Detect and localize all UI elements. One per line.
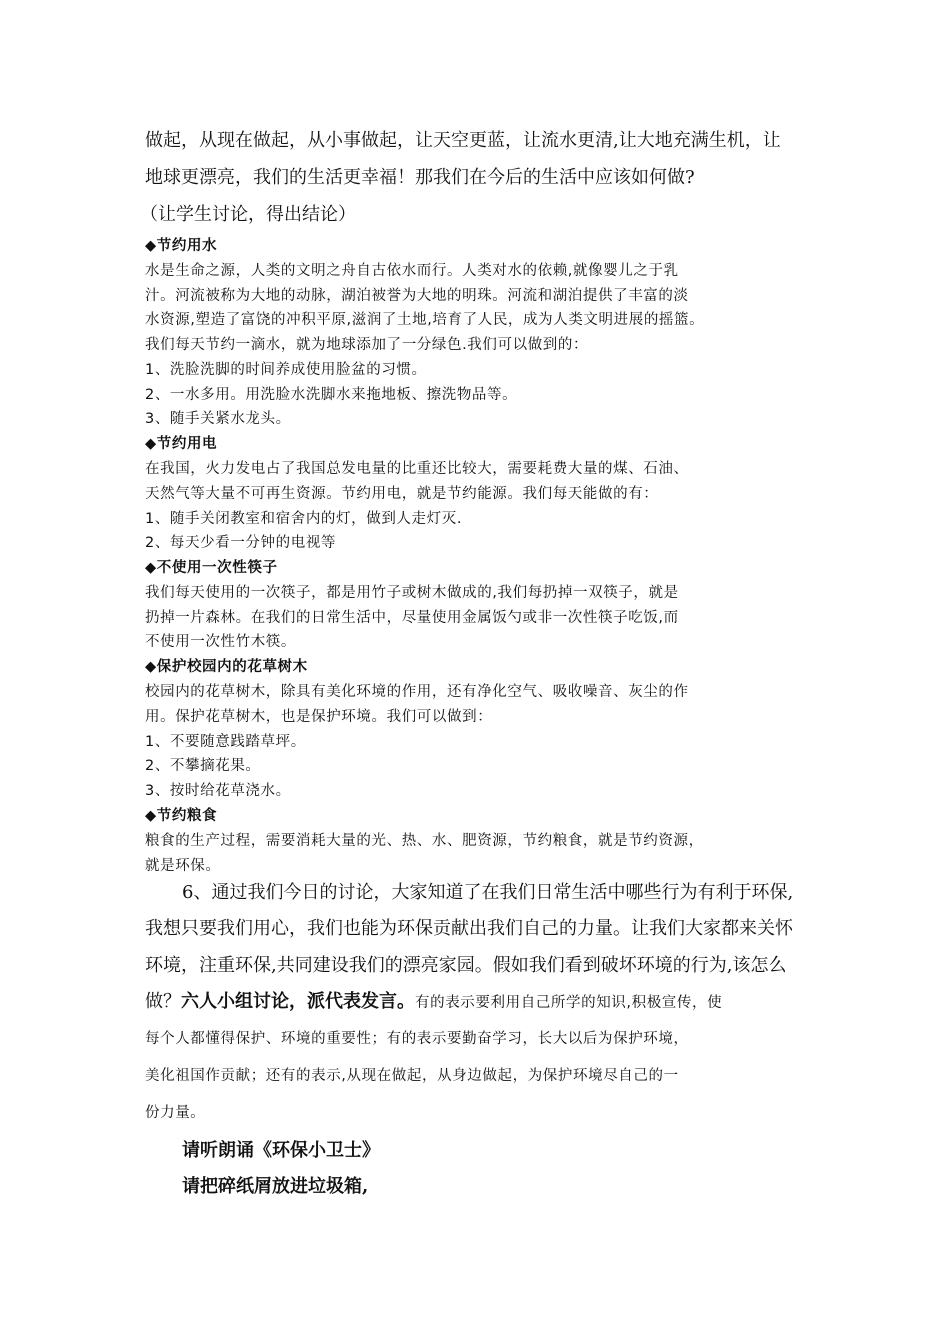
paragraph-line: 环境，注重环保,共同建设我们的漂亮家园。假如我们看到破坏环境的行为,该怎么: [145, 955, 787, 976]
recitation-line: 请把碎纸屑放进垃圾箱,: [182, 1176, 369, 1197]
emphasis-text: 六人小组讨论，派代表发言。: [181, 991, 415, 1012]
paragraph-line: 份力量。: [145, 1105, 206, 1121]
paragraph-line: 水是生命之源，人类的文明之舟自古依水而行。人类对水的依赖,就像婴儿之于乳: [145, 263, 679, 279]
section-heading: ◆节约用电: [145, 436, 218, 452]
paragraph-line: （让学生讨论，得出结论）: [140, 204, 356, 225]
recitation-title: 请听朗诵《环保小卫士》: [182, 1140, 380, 1161]
paragraph-text: 有的表示要利用自己所学的知识,积极宣传，使: [415, 995, 723, 1011]
question-text: 做？: [145, 991, 181, 1012]
paragraph-line: 地球更漂亮，我们的生活更幸福！那我们在今后的生活中应该如何做?: [145, 167, 695, 188]
mixed-line: [145, 987, 845, 1013]
paragraph-line: 天然气等大量不可再生资源。节约用电，就是节约能源。我们每天能做的有：: [145, 486, 659, 502]
section-heading: ◆保护校园内的花草树木: [145, 659, 308, 675]
list-item: 1、不要随意践踏草坪。: [145, 734, 306, 750]
list-item: 3、按时给花草浇水。: [145, 783, 291, 799]
paragraph-line: 我们每天节约一滴水，就为地球添加了一分绿色.我们可以做到的：: [145, 337, 589, 353]
section-heading: ◆不使用一次性筷子: [145, 560, 278, 576]
list-item: 2、一水多用。用洗脸水洗脚水来拖地板、擦洗物品等。: [145, 387, 518, 403]
paragraph-line: 扔掉一片森林。在我们的日常生活中，尽量使用金属饭勺或非一次性筷子吃饭,而: [145, 610, 679, 626]
paragraph-line: 不使用一次性竹木筷。: [145, 634, 296, 650]
paragraph-line: 每个人都懂得保护、环境的重要性；有的表示要勤奋学习，长大以后为保护环境，: [145, 1031, 689, 1047]
paragraph-line: 就是环保。: [145, 858, 221, 874]
list-item: 2、不攀摘花果。: [145, 758, 261, 774]
section-heading: ◆节约用水: [145, 238, 218, 254]
paragraph-line: 校园内的花草树木，除具有美化环境的作用，还有净化空气、吸收噪音、灰尘的作: [145, 684, 689, 700]
list-item: 3、随手关紧水龙头。: [145, 411, 291, 427]
paragraph-line: 6、通过我们今日的讨论，大家知道了在我们日常生活中哪些行为有利于环保,: [182, 882, 794, 903]
paragraph-line: 美化祖国作贡献；还有的表示,从现在做起，从身边做起，为保护环境尽自己的一: [145, 1068, 679, 1084]
list-item: 1、洗脸洗脚的时间养成使用脸盆的习惯。: [145, 362, 427, 378]
paragraph-line: 我想只要我们用心，我们也能为环保贡献出我们自己的力量。让我们大家都来关怀: [145, 918, 793, 939]
section-heading: ◆节约粮食: [145, 808, 218, 824]
list-item: 1、随手关闭教室和宿舍内的灯，做到人走灯灭.: [145, 511, 463, 527]
paragraph-line: 粮食的生产过程，需要消耗大量的光、热、水、肥资源，节约粮食，就是节约资源，: [145, 833, 704, 849]
paragraph-line: 汁。河流被称为大地的动脉，湖泊被誉为大地的明珠。河流和湖泊提供了丰富的淡: [145, 288, 689, 304]
paragraph-line: 在我国，火力发电占了我国总发电量的比重还比较大，需要耗费大量的煤、石油、: [145, 461, 689, 477]
paragraph-line: 我们每天使用的一次筷子，都是用竹子或树木做成的,我们每扔掉一双筷子，就是: [145, 585, 679, 601]
paragraph-line: 做起，从现在做起，从小事做起，让天空更蓝，让流水更清,让大地充满生机，让: [145, 130, 781, 151]
list-item: 2、每天少看一分钟的电视等: [145, 535, 337, 551]
paragraph-line: 用。保护花草树木，也是保护环境。我们可以做到：: [145, 709, 493, 725]
paragraph-line: 水资源,塑造了富饶的冲积平原,滋润了土地,培育了人民，成为人类文明进展的摇篮。: [145, 312, 705, 328]
